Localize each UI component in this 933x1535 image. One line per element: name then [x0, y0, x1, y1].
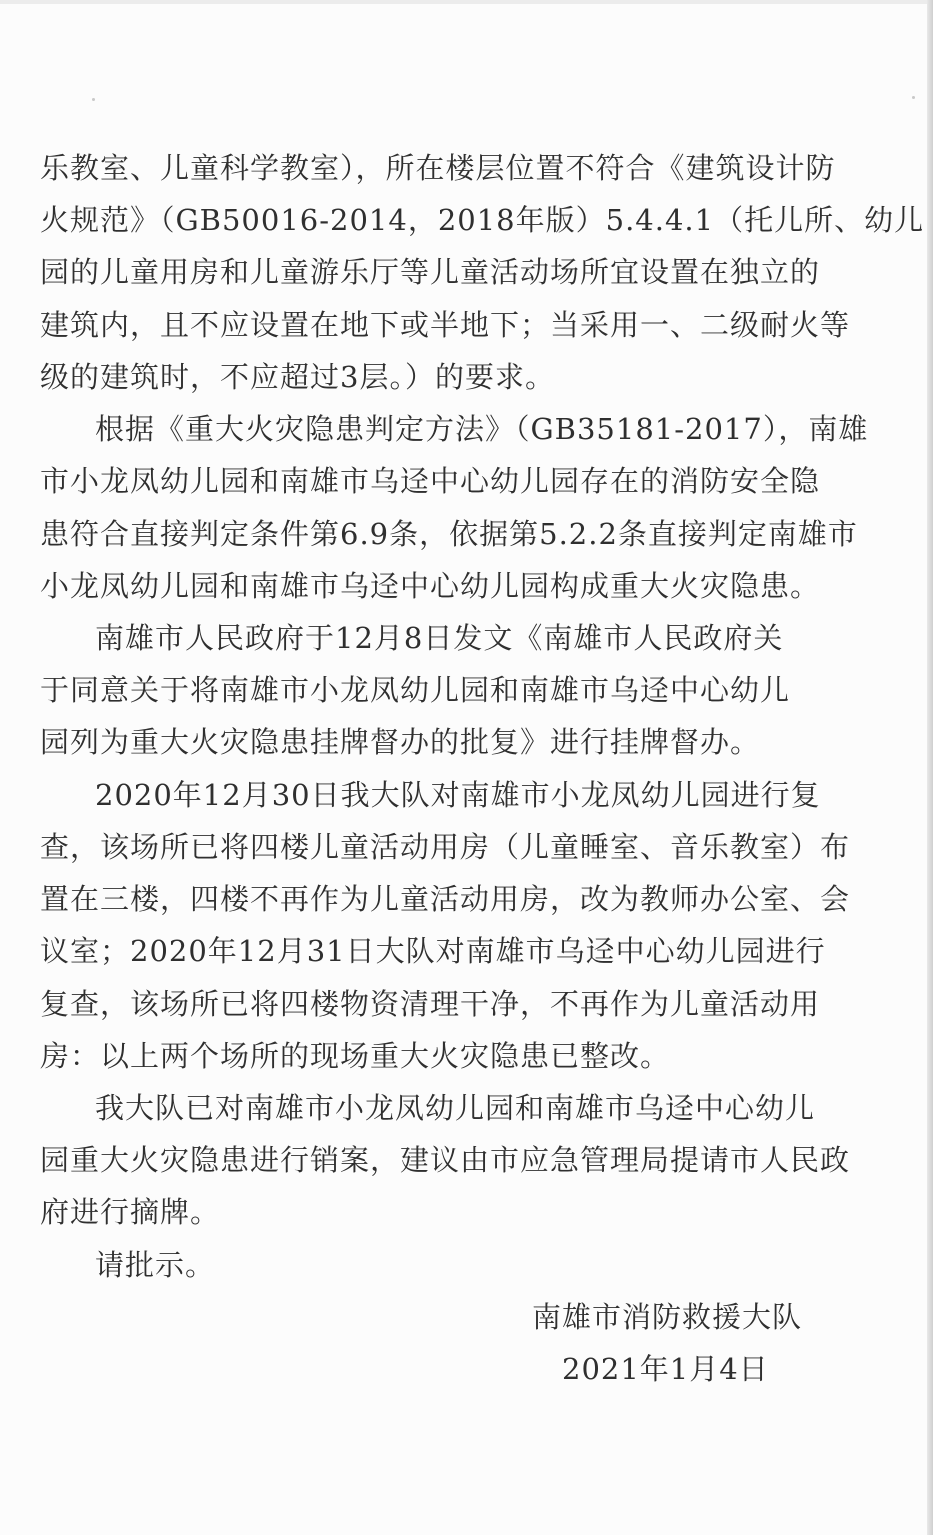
text-line: 级的建筑时，不应超过3层。）的要求。	[40, 360, 555, 394]
text-line: 乐教室、儿童科学教室），所在楼层位置不符合《建筑设计防	[40, 151, 836, 185]
text-line: 建筑内，且不应设置在地下或半地下；当采用一、二级耐火等	[40, 308, 851, 342]
text-line: 请批示。	[95, 1248, 216, 1282]
scan-top-edge	[0, 0, 933, 4]
text-line: 园重大火灾隐患进行销案，建议由市应急管理局提请市人民政	[40, 1143, 851, 1177]
text-line: 置在三楼，四楼不再作为儿童活动用房，改为教师办公室、会	[40, 882, 851, 916]
text-line: 园的儿童用房和儿童游乐厅等儿童活动场所宜设置在独立的	[40, 255, 821, 289]
signature-org: 南雄市消防救援大队	[532, 1300, 803, 1334]
text-line: 南雄市人民政府于12月8日发文《南雄市人民政府关	[95, 621, 784, 655]
text-line: 复查，该场所已将四楼物资清理干净，不再作为儿童活动用	[40, 987, 821, 1021]
scan-speck	[92, 98, 95, 101]
text-line: 市小龙凤幼儿园和南雄市乌迳中心幼儿园存在的消防安全隐	[40, 464, 821, 498]
scan-speck	[912, 96, 915, 99]
text-line: 我大队已对南雄市小龙凤幼儿园和南雄市乌迳中心幼儿	[95, 1091, 816, 1125]
text-line: 小龙凤幼儿园和南雄市乌迳中心幼儿园构成重大火灾隐患。	[40, 569, 821, 603]
signature-date: 2021年1月4日	[562, 1352, 769, 1386]
text-line: 府进行摘牌。	[40, 1195, 221, 1229]
text-line: 2020年12月30日我大队对南雄市小龙凤幼儿园进行复	[95, 778, 821, 812]
text-line: 患符合直接判定条件第6.9条，依据第5.2.2条直接判定南雄市	[40, 517, 858, 551]
text-line: 火规范》（GB50016-2014，2018年版）5.4.4.1（托儿所、幼儿	[40, 203, 925, 237]
text-line: 园列为重大火灾隐患挂牌督办的批复》进行挂牌督办。	[40, 725, 761, 759]
text-line: 议室；2020年12月31日大队对南雄市乌迳中心幼儿园进行	[40, 934, 826, 968]
text-line: 查，该场所已将四楼儿童活动用房（儿童睡室、音乐教室）布	[40, 830, 851, 864]
text-line: 根据《重大火灾隐患判定方法》（GB35181-2017），南雄	[95, 412, 869, 446]
scan-right-edge	[927, 0, 933, 1535]
text-line: 房：以上两个场所的现场重大火灾隐患已整改。	[40, 1039, 671, 1073]
text-line: 于同意关于将南雄市小龙凤幼儿园和南雄市乌迳中心幼儿	[40, 673, 791, 707]
